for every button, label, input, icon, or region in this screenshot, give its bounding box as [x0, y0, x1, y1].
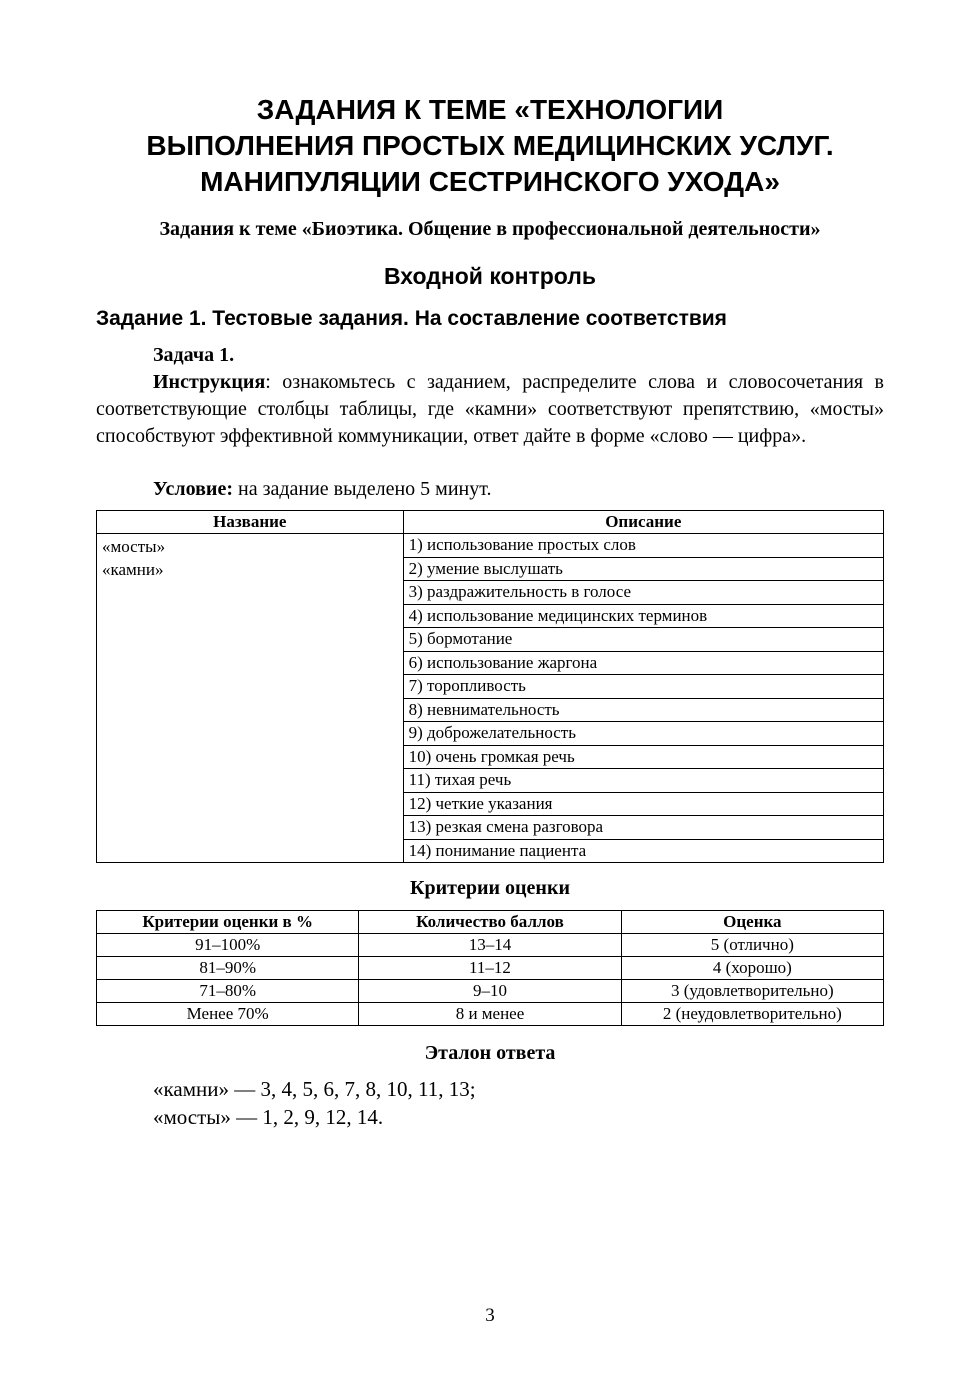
- task-label: Задача 1.: [153, 344, 235, 366]
- criteria-percent-cell: Менее 70%: [97, 1003, 359, 1026]
- name-stones: «камни»: [102, 560, 164, 579]
- condition-label: Условие:: [153, 478, 233, 500]
- answer-line-bridges: «мосты» — 1, 2, 9, 12, 14.: [153, 1105, 384, 1129]
- table-row: [97, 534, 884, 558]
- criteria-header-grade: Оценка: [621, 911, 883, 934]
- table-row: [97, 980, 884, 1003]
- criteria-percent-cell: 71–80%: [97, 980, 359, 1003]
- task-heading: Задание 1. Тестовые задания. На составление соответствия: [96, 307, 727, 330]
- criteria-grade-cell: 2 (неудовлетворительно): [621, 1003, 883, 1026]
- criteria-header-row: [97, 911, 884, 934]
- description-cell: 14) понимание пациента: [403, 839, 883, 863]
- criteria-grade-cell: 4 (хорошо): [621, 957, 883, 980]
- description-cell: 13) резкая смена разговора: [403, 816, 883, 840]
- criteria-header-points: Количество баллов: [359, 911, 621, 934]
- criteria-table: [96, 910, 884, 1026]
- criteria-grade-cell: 5 (отлично): [621, 934, 883, 957]
- main-title-line-1: ЗАДАНИЯ К ТЕМЕ «ТЕХНОЛОГИИ: [256, 94, 724, 125]
- instruction-label: Инструкция: [153, 371, 266, 393]
- main-title: [96, 92, 884, 200]
- description-cell: 3) раздражительность в голосе: [403, 581, 883, 605]
- description-cell: 12) четкие указания: [403, 792, 883, 816]
- description-cell: 8) невнимательность: [403, 698, 883, 722]
- instruction-paragraph: [96, 369, 884, 450]
- criteria-points-cell: 9–10: [359, 980, 621, 1003]
- description-cell: 7) торопливость: [403, 675, 883, 699]
- description-cell: 4) использование медицинских терминов: [403, 604, 883, 628]
- criteria-percent-cell: 81–90%: [97, 957, 359, 980]
- names-cell: [97, 534, 404, 863]
- answer-title: Эталон ответа: [424, 1042, 556, 1064]
- instruction-text: : ознакомьтесь с заданием, распределите слова и словосочетания в соответствующие столбцы таблицы, где «камни» соответствуют препятствию, «мосты» способствуют эффективной коммуникации, ответ дайте в форме «слово — цифра».: [96, 371, 884, 447]
- description-cell: 11) тихая речь: [403, 769, 883, 793]
- criteria-grade-cell: 3 (удовлетворительно): [621, 980, 883, 1003]
- description-cell: 1) использование простых слов: [403, 534, 883, 558]
- page-number: 3: [485, 1305, 495, 1326]
- description-cell: 5) бормотание: [403, 628, 883, 652]
- section-title: Входной контроль: [383, 263, 597, 289]
- words-header-name: Название: [97, 511, 404, 534]
- criteria-points-cell: 8 и менее: [359, 1003, 621, 1026]
- answer-line-stones: «камни» — 3, 4, 5, 6, 7, 8, 10, 11, 13;: [153, 1077, 476, 1101]
- words-header-description: Описание: [403, 511, 883, 534]
- criteria-header-percent: Критерии оценки в %: [97, 911, 359, 934]
- description-cell: 2) умение выслушать: [403, 557, 883, 581]
- words-table-header-row: [97, 511, 884, 534]
- table-row: [97, 934, 884, 957]
- main-title-line-2: ВЫПОЛНЕНИЯ ПРОСТЫХ МЕДИЦИНСКИХ УСЛУГ.: [146, 130, 834, 161]
- table-row: [97, 957, 884, 980]
- name-bridges: «мосты»: [102, 537, 166, 556]
- criteria-points-cell: 11–12: [359, 957, 621, 980]
- subtitle: Задания к теме «Биоэтика. Общение в профессиональной деятельности»: [159, 218, 821, 240]
- words-table: [96, 510, 884, 863]
- condition-paragraph: [153, 476, 491, 503]
- description-cell: 10) очень громкая речь: [403, 745, 883, 769]
- description-cell: 6) использование жаргона: [403, 651, 883, 675]
- criteria-percent-cell: 91–100%: [97, 934, 359, 957]
- criteria-title: Критерии оценки: [410, 877, 570, 899]
- table-row: [97, 1003, 884, 1026]
- main-title-line-3: МАНИПУЛЯЦИИ СЕСТРИНСКОГО УХОДА»: [200, 166, 780, 197]
- criteria-points-cell: 13–14: [359, 934, 621, 957]
- condition-text: на задание выделено 5 минут.: [232, 478, 492, 500]
- description-cell: 9) доброжелательность: [403, 722, 883, 746]
